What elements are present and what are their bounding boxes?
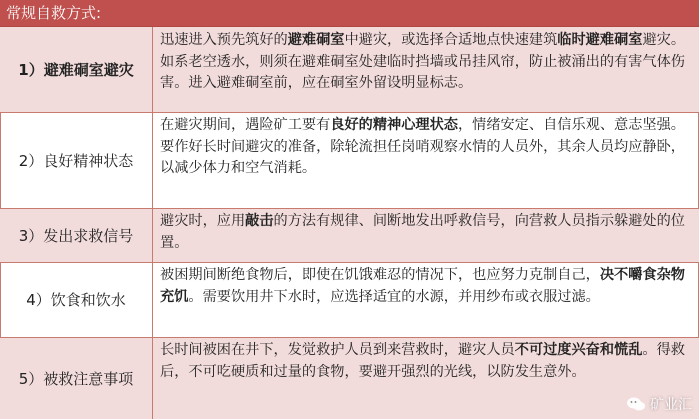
emphasis-text: 决不嚼食杂物充饥	[160, 267, 685, 305]
row-label: 4）饮食和饮水	[0, 262, 153, 337]
watermark-text: 矿业汇	[650, 397, 692, 413]
wechat-icon	[626, 396, 646, 412]
row-description	[153, 208, 699, 262]
table-header	[0, 0, 699, 27]
row-divider	[0, 208, 699, 209]
emphasis-text: 避难硐室	[287, 32, 345, 48]
row-description	[153, 112, 699, 208]
description-text: 迅速进入预先筑好的	[160, 32, 288, 48]
description-text: 在避灾期间，遇险矿工要有	[160, 117, 331, 133]
description-text: ，情绪安定、自信乐观、意志坚强。要作好长时间避灾的准备，除轮流担任岗哨观察水情的人员外，其余人员均应静卧，以减少体力和空气消耗。	[160, 117, 685, 176]
description-text: 中避灾，或选择合适地点快速建筑	[344, 32, 558, 48]
emphasis-text: 临时避难硐室	[557, 32, 643, 48]
table-row	[0, 337, 699, 419]
row-label: 2）良好精神状态	[0, 112, 153, 208]
row-description	[153, 337, 699, 419]
row-description	[153, 27, 699, 112]
row-divider	[0, 112, 699, 113]
description-text: 。得救后，不可吃硬质和过量的食物，要避开强烈的光线，以防发生意外。	[160, 342, 685, 380]
emphasis-text: 良好的精神心理状态	[330, 117, 458, 133]
row-label: 3）发出求救信号	[0, 208, 153, 262]
description-text: 的方法有规律、间断地发出呼救信号，向营救人员指示躲避处的位置。	[160, 213, 685, 251]
header-title: 常规自救方式:	[6, 4, 102, 22]
description-text: 避灾时，应用	[160, 213, 246, 229]
emphasis-text: 不可过度兴奋和慌乱	[514, 342, 643, 358]
row-divider	[0, 262, 699, 263]
table-row	[0, 208, 699, 262]
emphasis-text: 敲击	[245, 213, 274, 229]
row-label: 1）避难硐室避灾	[0, 27, 153, 112]
table-row	[0, 262, 699, 337]
row-label: 5）被救注意事项	[0, 337, 153, 419]
row-description	[153, 262, 699, 337]
description-text: 长时间被困在井下，发觉救护人员到来营救时，避灾人员	[160, 342, 515, 358]
table-row	[0, 112, 699, 208]
description-text: 避灾。如系老空透水，则须在避难硐室处建临时挡墙或吊挂风帘，防止被涌出的有害气体伤害。进入避难硐室前，应在硐室外留设明显标志。	[160, 32, 686, 91]
description-text: 。需要饮用井下水时，应选择适宜的水源，并用纱布或衣服过滤。	[188, 288, 600, 305]
watermark	[626, 394, 692, 414]
row-divider	[0, 337, 699, 338]
table-row	[0, 27, 699, 112]
description-text: 被困期间断绝食物后，即使在饥饿难忍的情况下，也应努力克制自己，	[160, 267, 600, 283]
